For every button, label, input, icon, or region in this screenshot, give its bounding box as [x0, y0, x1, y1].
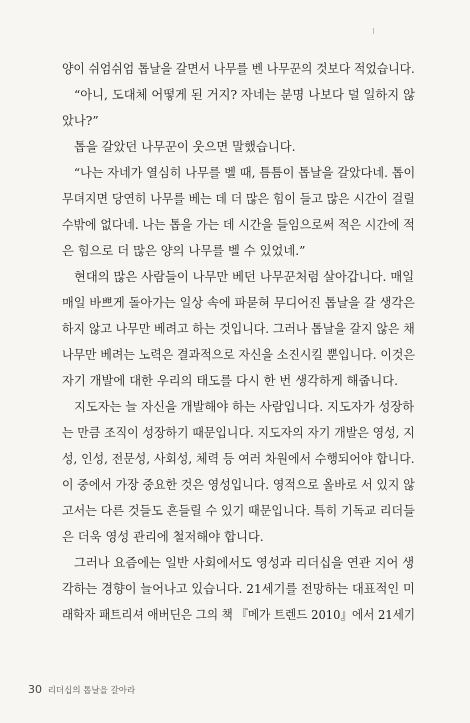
paragraph	[62, 56, 415, 82]
text-line: 각하는 경향이 늘어나고 있습니다. 21세기를 전망하는 대표적인 미	[62, 582, 415, 596]
body-text	[62, 56, 415, 628]
text-line: 은 힘으로 더 많은 양의 나무를 벨 수 있었네.”	[62, 244, 306, 258]
paragraph	[62, 82, 415, 134]
running-title: 리더십의 톱날을 갈아라	[47, 686, 136, 696]
text-line: “나는 자네가 열심히 나무를 벨 때, 틈틈이 톱날을 갈았다네. 톱이	[73, 166, 416, 180]
text-line: 무뎌지면 당연히 나무를 베는 데 더 많은 힘이 들고 많은 시간이 걸릴	[62, 192, 415, 206]
text-line: 수밖에 없다네. 나는 톱을 가는 데 시간을 들임으로써 적은 시간에 적	[62, 218, 415, 232]
text-line: 았나?”	[62, 114, 99, 128]
text-line: 양이 쉬엄쉬엄 톱날을 갈면서 나무를 벤 나무꾼의 것보다 적었습니다.	[62, 62, 415, 76]
page-number: 30	[28, 683, 42, 696]
text-line: 그러나 요즘에는 일반 사회에서도 영성과 리더십을 연관 지어 생	[74, 556, 415, 570]
paragraph	[62, 550, 415, 628]
text-line: 성, 인성, 전문성, 사회성, 체력 등 여러 차원에서 수행되어야 합니다.	[62, 452, 415, 466]
text-line: 매일 바쁘게 돌아가는 일상 속에 파묻혀 무디어진 톱날을 갈 생각은	[62, 296, 415, 310]
paragraph	[62, 134, 415, 160]
paragraph	[62, 160, 415, 264]
text-line: 톱을 갈았던 나무꾼이 웃으면 말했습니다.	[74, 140, 296, 154]
text-line: “아니, 도대체 어떻게 된 거지? 자네는 분명 나보다 덜 일하지 않	[74, 88, 415, 102]
text-line: 는 만큼 조직이 성장하기 때문입니다. 지도자의 자기 개발은 영성, 지	[62, 426, 415, 440]
text-line: 이 중에서 가장 중요한 것은 영성입니다. 영적으로 올바로 서 있지 않	[62, 478, 415, 492]
text-line: 은 더욱 영성 관리에 철저해야 합니다.	[62, 530, 264, 544]
page-footer	[28, 683, 135, 696]
paragraph	[62, 394, 415, 550]
paragraph	[62, 264, 415, 394]
corner-mark	[373, 28, 374, 34]
text-line: 현대의 많은 사람들이 나무만 베던 나무꾼처럼 살아갑니다. 매일	[74, 270, 415, 284]
text-line: 나무만 베려는 노력은 결과적으로 자신을 소진시킬 뿐입니다. 이것은	[62, 348, 415, 362]
text-line: 래학자 패트리셔 애버딘은 그의 책 『메가 트렌드 2010』에서 21세기	[62, 608, 416, 622]
text-line: 지도자는 늘 자신을 개발해야 하는 사람입니다. 지도자가 성장하	[74, 400, 415, 414]
text-line: 고서는 다른 것들도 흔들릴 수 있기 때문입니다. 특히 기독교 리더들	[62, 504, 415, 518]
text-line: 하지 않고 나무만 베려고 하는 것입니다. 그러나 톱날을 갈지 않은 채	[62, 322, 415, 336]
text-line: 자기 개발에 대한 우리의 태도를 다시 한 번 생각하게 해줍니다.	[62, 374, 399, 388]
